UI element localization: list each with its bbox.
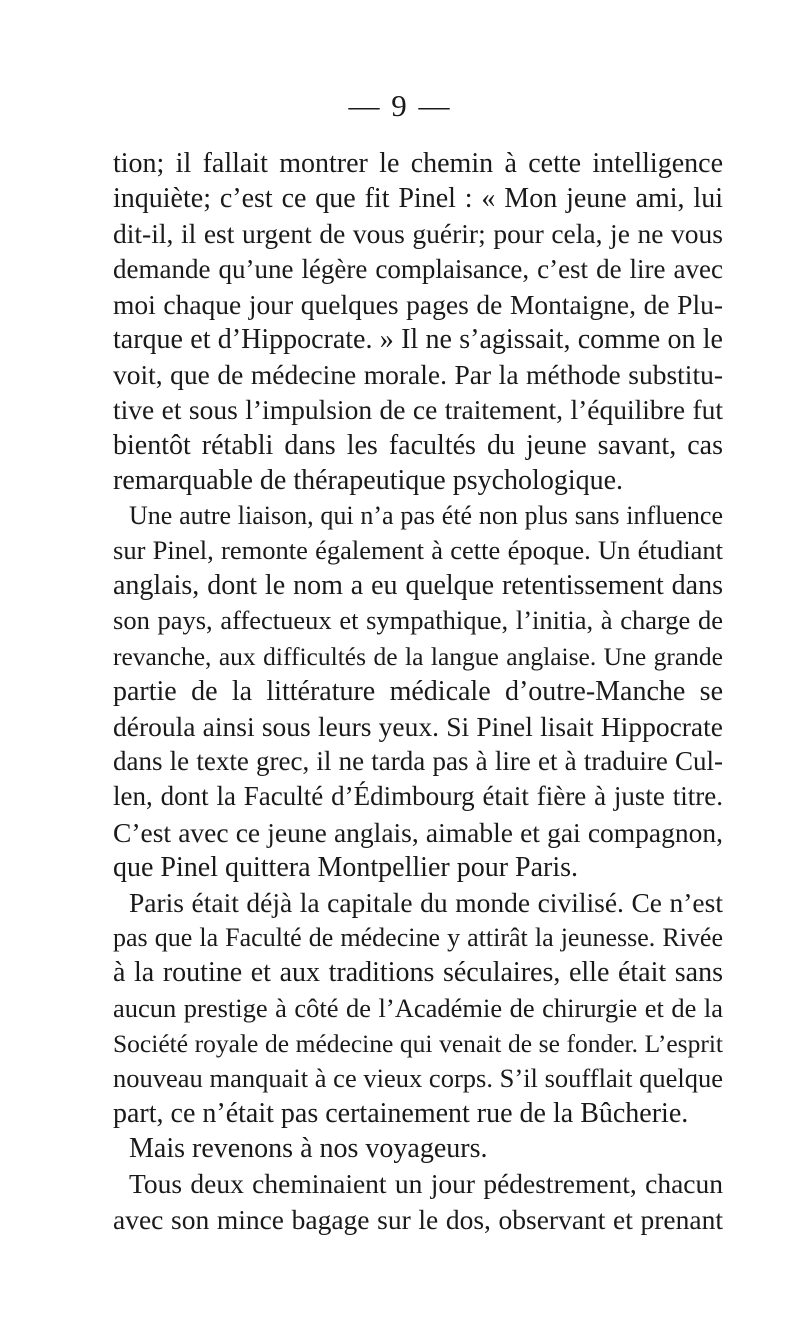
text-line: Tous deux cheminaient un jour pédestrement, chacun [129,1168,723,1200]
text-line: tive et sous l’impulsion de ce traitement, l’équilibre fut [113,394,723,426]
text-line: avec son mince bagage sur le dos, observant et prenant [113,1203,723,1235]
text-line: sur Pinel, remonte également à cette époque. Un étudiant [113,535,723,566]
text-line: len, dont la Faculté d’Édimbourg était fière à juste titre. [113,781,723,812]
text-line: moi chaque jour quelques pages de Montaigne, de Plu- [113,288,723,320]
text-line: nouveau manquait à ce vieux corps. S’il soufflait quelque [113,1062,723,1093]
text-line: demande qu’une légère complaisance, c’est de lire avec [113,253,723,284]
text-line: dans le texte grec, il ne tarda pas à lire et à traduire Cul- [113,746,723,777]
body-text [113,146,723,1237]
text-line: revanche, aux difficultés de la langue anglaise. Une grande [113,641,723,671]
text-line: remarquable de thérapeutique psychologique. [113,464,624,496]
text-line: à la routine et aux traditions séculaires, elle était sans [113,957,723,989]
page-number: — 9 — [348,88,452,123]
text-line: Société royale de médecine qui venait de se fonder. L’esprit [113,1028,723,1058]
text-line: pas que la Faculté de médecine y attirât la jeunesse. Rivée [113,923,723,953]
text-line: dit-il, il est urgent de vous guérir; pour cela, je ne vous [113,218,723,250]
text-line: Une autre liaison, qui n’a pas été non plus sans influence [129,500,723,530]
text-line: Mais revenons à nos voyageurs. [129,1133,488,1165]
text-line: tion; il fallait montrer le chemin à cette intelligence [113,148,723,179]
text-line: voit, que de médecine morale. Par la méthode substitu- [113,359,723,391]
text-line: C’est avec ce jeune anglais, aimable et gai compagnon, [113,816,723,848]
text-line: anglais, dont le nom a eu quelque retentissement dans [113,570,723,602]
text-line: tarque et d’Hippocrate. » Il ne s’agissait, comme on le [113,323,723,355]
text-line: déroula ainsi sous leurs yeux. Si Pinel lisait Hippocrate [113,711,723,742]
text-line: inquiète; c’est ce que fit Pinel : « Mon jeune ami, lui [113,183,723,215]
text-line: aucun prestige à côté de l’Académie de chirurgie et de la [113,992,723,1023]
text-line: partie de la littérature médicale d’outre-Manche se [113,675,723,707]
text-line: part, ce n’était pas certainement rue de la Bûcherie. [113,1098,689,1130]
text-line: bientôt rétabli dans les facultés du jeune savant, cas [113,429,723,461]
text-line: son pays, affectueux et sympathique, l’initia, à charge de [113,605,723,636]
text-line: Paris était déjà la capitale du monde civilisé. Ce n’est [129,886,723,918]
text-line: que Pinel quittera Montpellier pour Paris. [113,851,579,883]
